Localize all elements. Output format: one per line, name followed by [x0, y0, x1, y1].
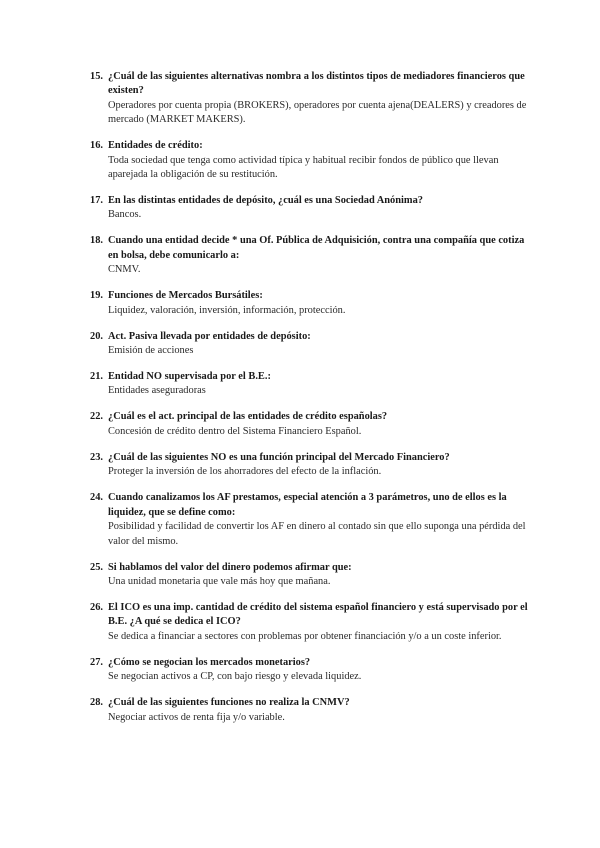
item-answer: Proteger la inversión de los ahorradores del efecto de la inflación. — [108, 466, 382, 478]
item-question: ¿Cuál de las siguientes NO es una función principal del Mercado Financiero? — [108, 451, 450, 463]
item-answer: CNMV. — [108, 264, 141, 276]
item-number: 17. — [90, 195, 103, 207]
question-list — [90, 70, 530, 737]
item-question: Entidades de crédito: — [108, 140, 203, 152]
list-item — [90, 451, 530, 480]
item-answer: Emisión de acciones — [108, 345, 194, 357]
item-question: Funciones de Mercados Bursátiles: — [108, 290, 263, 302]
item-body — [108, 70, 530, 128]
item-body — [108, 451, 530, 480]
item-question: Cuando una entidad decide * una Of. Pública de Adquisición, contra una compañía que cotiza en bolsa, debe comunicarlo a: — [108, 235, 525, 261]
item-answer: Concesión de crédito dentro del Sistema Financiero Español. — [108, 425, 362, 437]
item-number: 22. — [90, 411, 103, 423]
item-answer: Una unidad monetaria que vale más hoy que mañana. — [108, 575, 331, 587]
item-question: ¿Cuál de las siguientes alternativas nombra a los distintos tipos de mediadores financieros que existen? — [108, 71, 525, 97]
item-number: 26. — [90, 601, 103, 613]
item-answer: Toda sociedad que tenga como actividad típica y habitual recibir fondos de público que llevan aparejada la obligación de su restitución. — [108, 154, 499, 181]
item-body — [108, 194, 530, 223]
item-number: 28. — [90, 697, 103, 709]
item-body — [108, 330, 530, 359]
list-item — [90, 410, 530, 439]
item-answer: Se negocian activos a CP, con bajo riesgo y elevada liquidez. — [108, 671, 362, 683]
list-item — [90, 491, 530, 549]
item-question: En las distintas entidades de depósito, ¿cuál es una Sociedad Anónima? — [108, 195, 423, 207]
item-body — [108, 491, 530, 549]
list-item — [90, 139, 530, 182]
item-question: Entidad NO supervisada por el B.E.: — [108, 371, 271, 383]
item-answer: Entidades aseguradoras — [108, 385, 206, 397]
item-body — [108, 410, 530, 439]
list-item — [90, 561, 530, 590]
item-question: Act. Pasiva llevada por entidades de depósito: — [108, 330, 311, 342]
item-number: 15. — [90, 71, 103, 82]
item-number: 27. — [90, 656, 103, 668]
item-number: 23. — [90, 451, 103, 463]
item-answer: Negociar activos de renta fija y/o variable. — [108, 711, 285, 723]
item-question: Cuando canalizamos los AF prestamos, especial atención a 3 parámetros, uno de ellos es la liquidez, que se define como: — [108, 492, 507, 518]
item-number: 20. — [90, 330, 103, 342]
item-body — [108, 601, 530, 644]
item-number: 16. — [90, 140, 103, 152]
list-item — [90, 289, 530, 318]
item-number: 19. — [90, 290, 103, 302]
item-question: ¿Cómo se negocian los mercados monetarios? — [108, 656, 311, 668]
item-answer: Bancos. — [108, 209, 142, 221]
item-question: ¿Cuál es el act. principal de las entidades de crédito españolas? — [108, 411, 388, 423]
list-item — [90, 656, 530, 685]
list-item — [90, 601, 530, 644]
item-body — [108, 289, 530, 318]
item-answer: Liquidez, valoración, inversión, información, protección. — [108, 304, 346, 316]
item-number: 25. — [90, 561, 103, 573]
item-answer: Se dedica a financiar a sectores con problemas por obtener financiación y/o a un coste inferior. — [108, 630, 502, 642]
item-number: 21. — [90, 371, 103, 383]
list-item — [90, 370, 530, 399]
list-item — [90, 696, 530, 725]
item-body — [108, 234, 530, 277]
item-question: El ICO es una imp. cantidad de crédito del sistema español financiero y está supervisado por el B.E. ¿A qué se dedica el ICO? — [108, 601, 528, 628]
item-question: ¿Cuál de las siguientes funciones no realiza la CNMV? — [108, 697, 350, 709]
item-answer: Operadores por cuenta propia (BROKERS), operadores por cuenta ajena(DEALERS) y creadores de mercado (MARKET MAKERS). — [108, 99, 527, 126]
item-body — [108, 561, 530, 590]
list-item — [90, 194, 530, 223]
item-body — [108, 139, 530, 182]
item-body — [108, 656, 530, 685]
list-item — [90, 330, 530, 359]
list-item — [90, 234, 530, 277]
list-item — [90, 70, 530, 128]
item-question: Si hablamos del valor del dinero podemos afirmar que: — [108, 561, 352, 573]
item-body — [108, 370, 530, 399]
item-number: 24. — [90, 492, 103, 504]
item-number: 18. — [90, 235, 103, 247]
item-answer: Posibilidad y facilidad de convertir los AF en dinero al contado sin que ello suponga una pérdida del valor del mismo. — [108, 521, 526, 547]
item-body — [108, 696, 530, 725]
